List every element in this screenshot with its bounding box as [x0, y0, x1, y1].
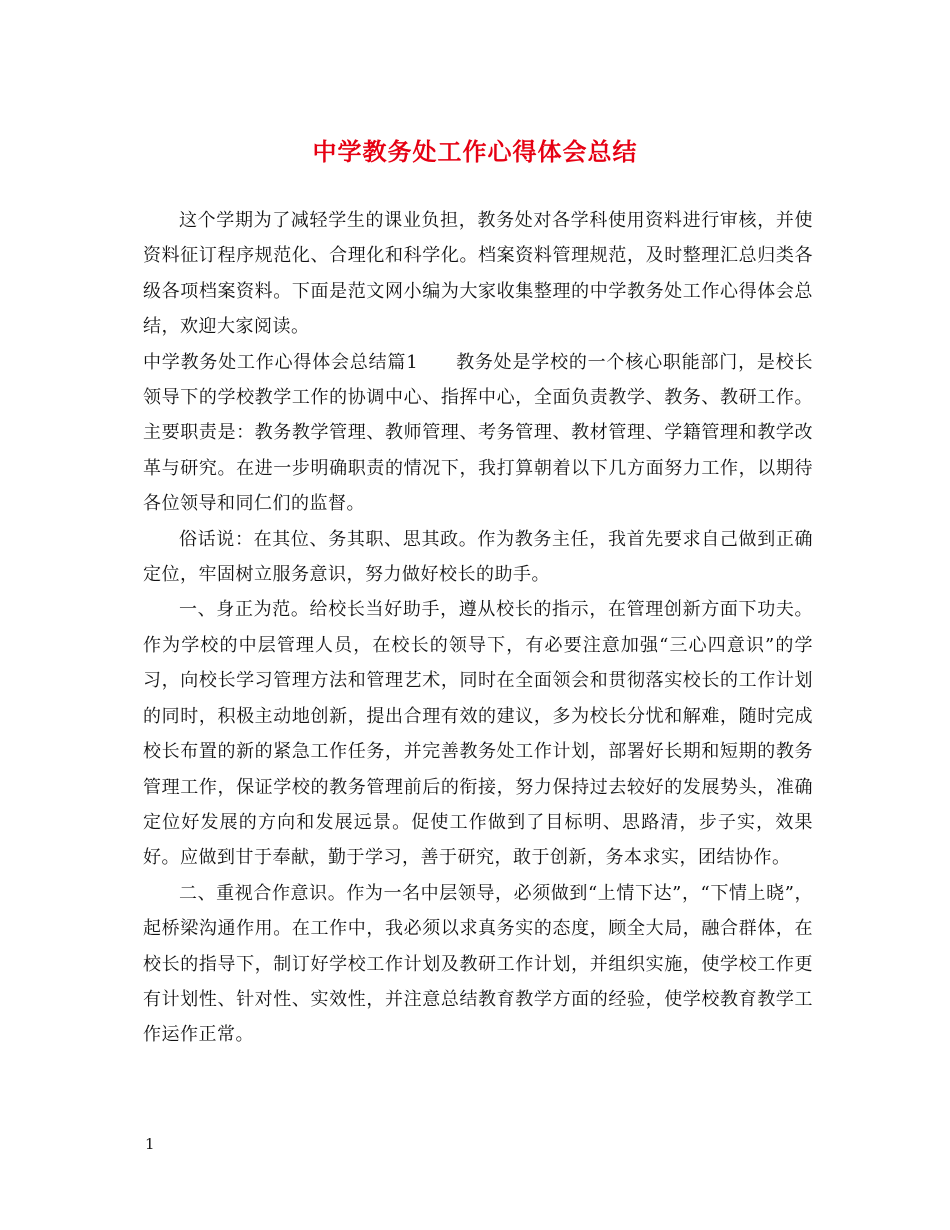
paragraph-saying: 俗话说：在其位、务其职、思其政。作为教务主任，我首先要求自己做到正确定位，牢固树立服务意识，努力做好校长的助手。 — [143, 528, 813, 586]
page-number: 1 — [145, 1135, 155, 1153]
paragraph-section-1: 中学教务处工作心得体会总结篇1 教务处是学校的一个核心职能部门，是校长领导下的学校教学工作的协调中心、指挥中心，全面负责教学、教务、教研工作。主要职责是：教务教学管理、教师管理、考务管理、教材管理、学籍管理和教学改革与研究。在进一步明确职责的情况下，我打算朝着以下几方面努力工作，以期待各位领导和同仁们的监督。 — [143, 351, 813, 515]
paragraph-point-2: 二、重视合作意识。作为一名中层领导，必须做到“上情下达”，“下情上晓”，起桥梁沟通作用。在工作中，我必须以求真务实的态度，顾全大局，融合群体，在校长的指导下，制订好学校工作计划及教研工作计划，并组织实施，使学校工作更有计划性、针对性、实效性，并注意总结教育教学方面的经验，使学校教育教学工作运作正常。 — [143, 882, 813, 1046]
document-title: 中学教务处工作心得体会总结 — [312, 137, 638, 166]
paragraph-point-1: 一、身正为范。给校长当好助手，遵从校长的指示，在管理创新方面下功夫。作为学校的中层管理人员，在校长的领导下，有必要注意加强“三心四意识”的学习，向校长学习管理方法和管理艺术，同时在全面领会和贯彻落实校长的工作计划的同时，积极主动地创新，提出合理有效的建议，多为校长分忧和解难，随时完成校长布置的新的紧急工作任务，并完善教务处工作计划，部署好长期和短期的教务管理工作，保证学校的教务管理前后的衔接，努力保持过去较好的发展势头，准确定位好发展的方向和发展远景。促使工作做到了目标明、思路清，步子实，效果好。应做到甘于奉献，勤于学习，善于研究，敢于创新，务本求实，团结协作。 — [143, 599, 813, 869]
paragraph-intro: 这个学期为了减轻学生的课业负担，教务处对各学科使用资料进行审核，并使资料征订程序规范化、合理化和科学化。档案资料管理规范，及时整理汇总归类各级各项档案资料。下面是范文网小编为大家收集整理的中学教务处工作心得体会总结，欢迎大家阅读。 — [143, 210, 813, 338]
document-body — [143, 203, 813, 1053]
